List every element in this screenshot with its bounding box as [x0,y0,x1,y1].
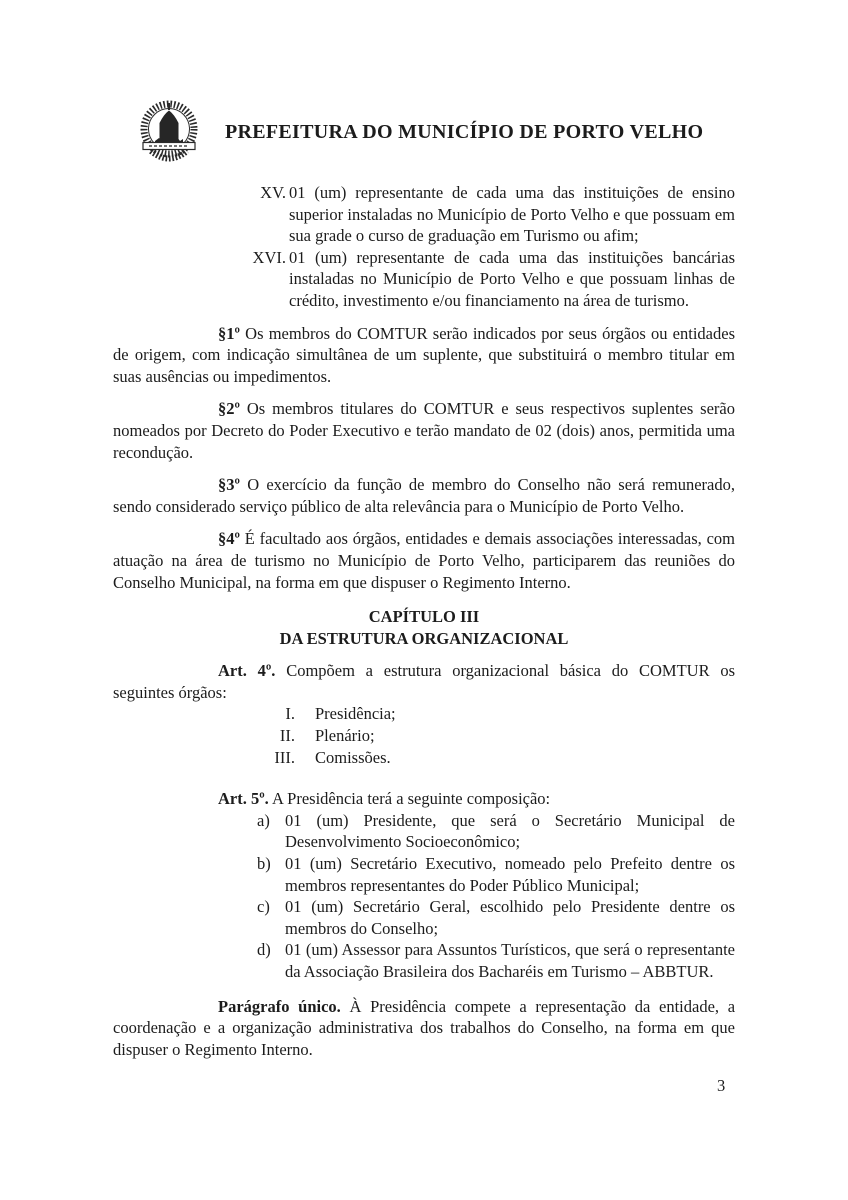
paragraph-unico [113,996,735,1061]
item-marker: II. [279,726,295,746]
item-marker: III. [274,747,295,767]
article-lead: Art. 5º. [218,789,269,809]
paragraph-text: Os membros do COMTUR serão indicados por seus órgãos ou entidades de origem, com indicação simultânea de um suplente, que substituirá o membro titular em suas ausências ou impedimentos. [113,323,735,386]
item-text: 01 (um) Presidente, que será o Secretário Municipal de Desenvolvimento Socioeconômico; [285,810,735,852]
list-item-d [257,939,735,982]
list-item-iii [113,747,735,769]
page-number: 3 [717,1076,726,1095]
document-body [113,182,735,1060]
paragraph-text: À Presidência compete a representação da entidade, a coordenação e a organização administrativa dos trabalhos do Conselho, na forma em que dispuser o Regimento Interno. [113,996,736,1059]
item-text: 01 (um) Assessor para Assuntos Turísticos, que será o representante da Associação Brasileira dos Bacharéis em Turismo – ABBTUR. [285,940,735,981]
item-text: Plenário; [315,726,375,746]
item-marker: XVI. [252,247,286,267]
paragraph-s3 [113,474,735,517]
header [124,97,703,167]
list-item-b [257,853,735,896]
paragraph-text: O exercício da função de membro do Conselho não será remunerado, sendo considerado serviço público de alta relevância para o Município de Porto Velho. [113,475,735,516]
item-text: 01 (um) Secretário Geral, escolhido pelo Presidente dentre os membros do Conselho; [285,897,735,938]
list-item-i [113,703,735,725]
chapter-heading [113,606,735,649]
page-title: PREFEITURA DO MUNICÍPIO DE PORTO VELHO [225,120,704,143]
article-5 [113,788,735,810]
item-marker: b) [257,854,271,874]
chapter-subtitle: DA ESTRUTURA ORGANIZACIONAL [279,628,569,648]
article-5-items [113,810,735,983]
paragraph-lead: §4º [218,529,240,549]
paragraph-lead: §1º [218,323,240,343]
item-marker: a) [257,810,270,830]
paragraph-text: É facultado aos órgãos, entidades e demais associações interessadas, com atuação na área de turismo no Município de Porto Velho, participarem das reuniões do Conselho Municipal, na forma em que dispuser o Regimento Interno. [113,529,735,592]
chapter-title: CAPÍTULO III [368,607,480,627]
list-item-xv [113,182,735,247]
article-text: Compõem a estrutura organizacional básica do COMTUR os seguintes órgãos: [113,661,736,702]
article-4 [113,660,735,703]
item-marker: d) [257,940,271,960]
item-text: 01 (um) representante de cada uma das instituições de ensino superior instaladas no Município de Porto Velho e que possuam em sua grade o curso de graduação em Turismo ou afim; [289,183,735,246]
article-lead: Art. 4º. [218,661,276,681]
list-item-ii [113,725,735,747]
paragraph-s2 [113,398,735,463]
item-text: 01 (um) representante de cada uma das instituições bancárias instaladas no Município de Porto Velho e que possuam linhas de crédito, investimento e/ou financiamento na área de turismo. [289,247,735,310]
paragraph-s1 [113,323,735,388]
item-marker: XV. [260,183,286,202]
incisos-list [113,182,735,312]
item-text: 01 (um) Secretário Executivo, nomeado pelo Prefeito dentre os membros representantes do Poder Público Municipal; [285,854,735,895]
item-marker: c) [257,897,270,917]
list-item-c [257,896,735,939]
list-item-xvi [113,247,735,312]
paragraph-s4 [113,528,735,593]
item-marker: I. [285,704,295,724]
paragraph-text: Os membros titulares do COMTUR e seus respectivos suplentes serão nomeados por Decreto do Poder Executivo e terão mandato de 02 (dois) anos, permitida uma recondução. [113,399,735,462]
paragraph-lead: §2º [218,399,240,419]
article-4-items [113,703,735,768]
municipal-seal-icon [124,97,214,167]
item-text: Comissões. [315,747,391,767]
item-text: Presidência; [315,704,396,724]
paragraph-lead: §3º [218,475,240,495]
paragraph-lead: Parágrafo único. [218,996,341,1016]
article-text: A Presidência terá a seguinte composição: [272,789,551,809]
list-item-a [257,810,735,853]
